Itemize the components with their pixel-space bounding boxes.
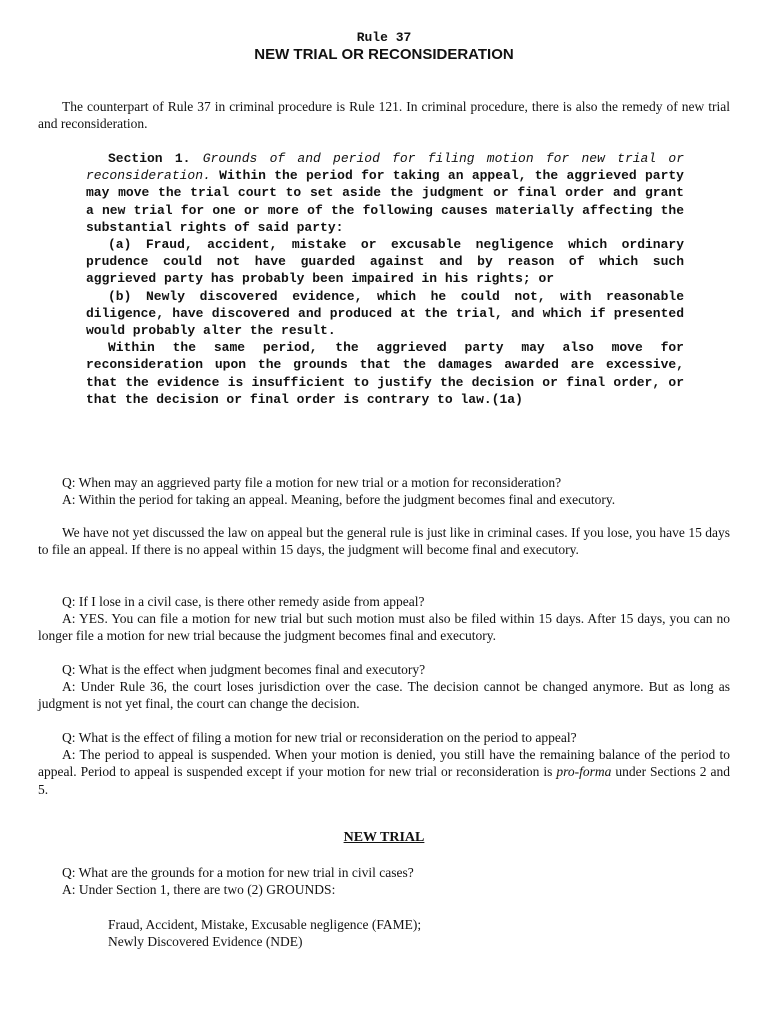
new-trial-heading: NEW TRIAL <box>343 830 425 845</box>
answer-text: A: YES. You can file a motion for new trial but such motion must also be filed within 15 days. After 15 days, you can no longer file a motion for new trial because the judgment becomes final and executory. <box>38 611 730 644</box>
question <box>38 593 730 610</box>
question-text: Q: What is the effect of filing a motion for new trial or reconsideration on the period to appeal? <box>62 730 577 745</box>
ground-item-nde: Newly Discovered Evidence (NDE) <box>108 934 303 950</box>
question <box>38 661 730 678</box>
answer-text: A: The period to appeal is suspended. When your motion is denied, you still have the remaining balance of the period to appeal. Period to appeal is suspended except if your motion for new trial or reconsideration is <box>38 747 730 780</box>
question-text: Q: When may an aggrieved party file a motion for new trial or a motion for reconsideration? <box>62 475 562 490</box>
item-a-text: (a) Fraud, accident, mistake or excusable negligence which ordinary prudence could not have guarded against and by reason of which such aggrieved party has probably been impaired in his rights; or <box>86 237 684 287</box>
qa-block-4 <box>38 729 730 798</box>
appeal-text: We have not yet discussed the law on appeal but the general rule is just like in criminal cases. If you lose, you have 15 days to file an appeal. If there is no appeal within 15 days, the judgment will become final and executory. <box>38 525 730 558</box>
section-1-last-paragraph <box>86 339 684 408</box>
intro-paragraph <box>38 98 730 132</box>
qa-block-5 <box>38 864 730 898</box>
section-label: Section 1. <box>108 151 191 166</box>
section-text: Within the period for taking an appeal, the aggrieved party may move the trial court to set aside the judgment or final order and grant a new trial for one or more of the following causes materially affecting the substantial rights of said party: <box>86 168 684 235</box>
rule-number: Rule 37 <box>356 30 412 45</box>
question-text: Q: What are the grounds for a motion for new trial in civil cases? <box>62 865 414 880</box>
question <box>38 474 730 491</box>
answer <box>38 746 730 798</box>
section-1-main <box>86 150 684 236</box>
ground-item-fame: Fraud, Accident, Mistake, Excusable negligence (FAME); <box>108 917 422 932</box>
qa-block-3 <box>38 661 730 713</box>
section-1-item-a <box>86 236 684 288</box>
question-text: Q: What is the effect when judgment becomes final and executory? <box>62 662 426 677</box>
question <box>38 729 730 746</box>
page-title: NEW TRIAL OR RECONSIDERATION <box>254 46 514 63</box>
grounds-list <box>108 916 421 950</box>
section-1-codal-text <box>86 150 684 408</box>
answer-text: A: Under Section 1, there are two (2) GROUNDS: <box>62 882 336 898</box>
pro-forma-term: pro-forma <box>556 764 612 780</box>
question-text: Q: If I lose in a civil case, is there other remedy aside from appeal? <box>62 594 425 609</box>
appeal-paragraph <box>38 524 730 558</box>
answer <box>38 678 730 712</box>
qa-block-2 <box>38 593 730 645</box>
qa-block-1 <box>38 474 730 508</box>
answer <box>38 610 730 644</box>
question <box>38 864 730 881</box>
intro-text: The counterpart of Rule 37 in criminal procedure is Rule 121. In criminal procedure, there is also the remedy of new trial and reconsideration. <box>38 99 730 132</box>
answer-text: A: Under Rule 36, the court loses jurisdiction over the case. The decision cannot be changed anymore. But as long as judgment is not yet final, the court can change the decision. <box>38 679 730 712</box>
section-1-item-b <box>86 288 684 340</box>
answer-text-end: under Sections 2 and 5. <box>38 764 730 797</box>
answer-text: A: Within the period for taking an appeal. Meaning, before the judgment becomes final and executory. <box>62 492 616 508</box>
item-b-text: (b) Newly discovered evidence, which he could not, with reasonable diligence, have discovered and produced at the trial, and which if presented would probably alter the result. <box>86 288 684 339</box>
answer <box>38 491 730 508</box>
answer <box>38 881 730 898</box>
section-caption: Grounds of and period for filing motion for new trial or reconsideration. <box>86 151 685 184</box>
last-paragraph-text: Within the same period, the aggrieved party may also move for reconsideration upon the grounds that the damages awarded are excessive, that the evidence is insufficient to justify the decision or final order, or that the decision or final order is contrary to law.(1a) <box>86 340 684 407</box>
